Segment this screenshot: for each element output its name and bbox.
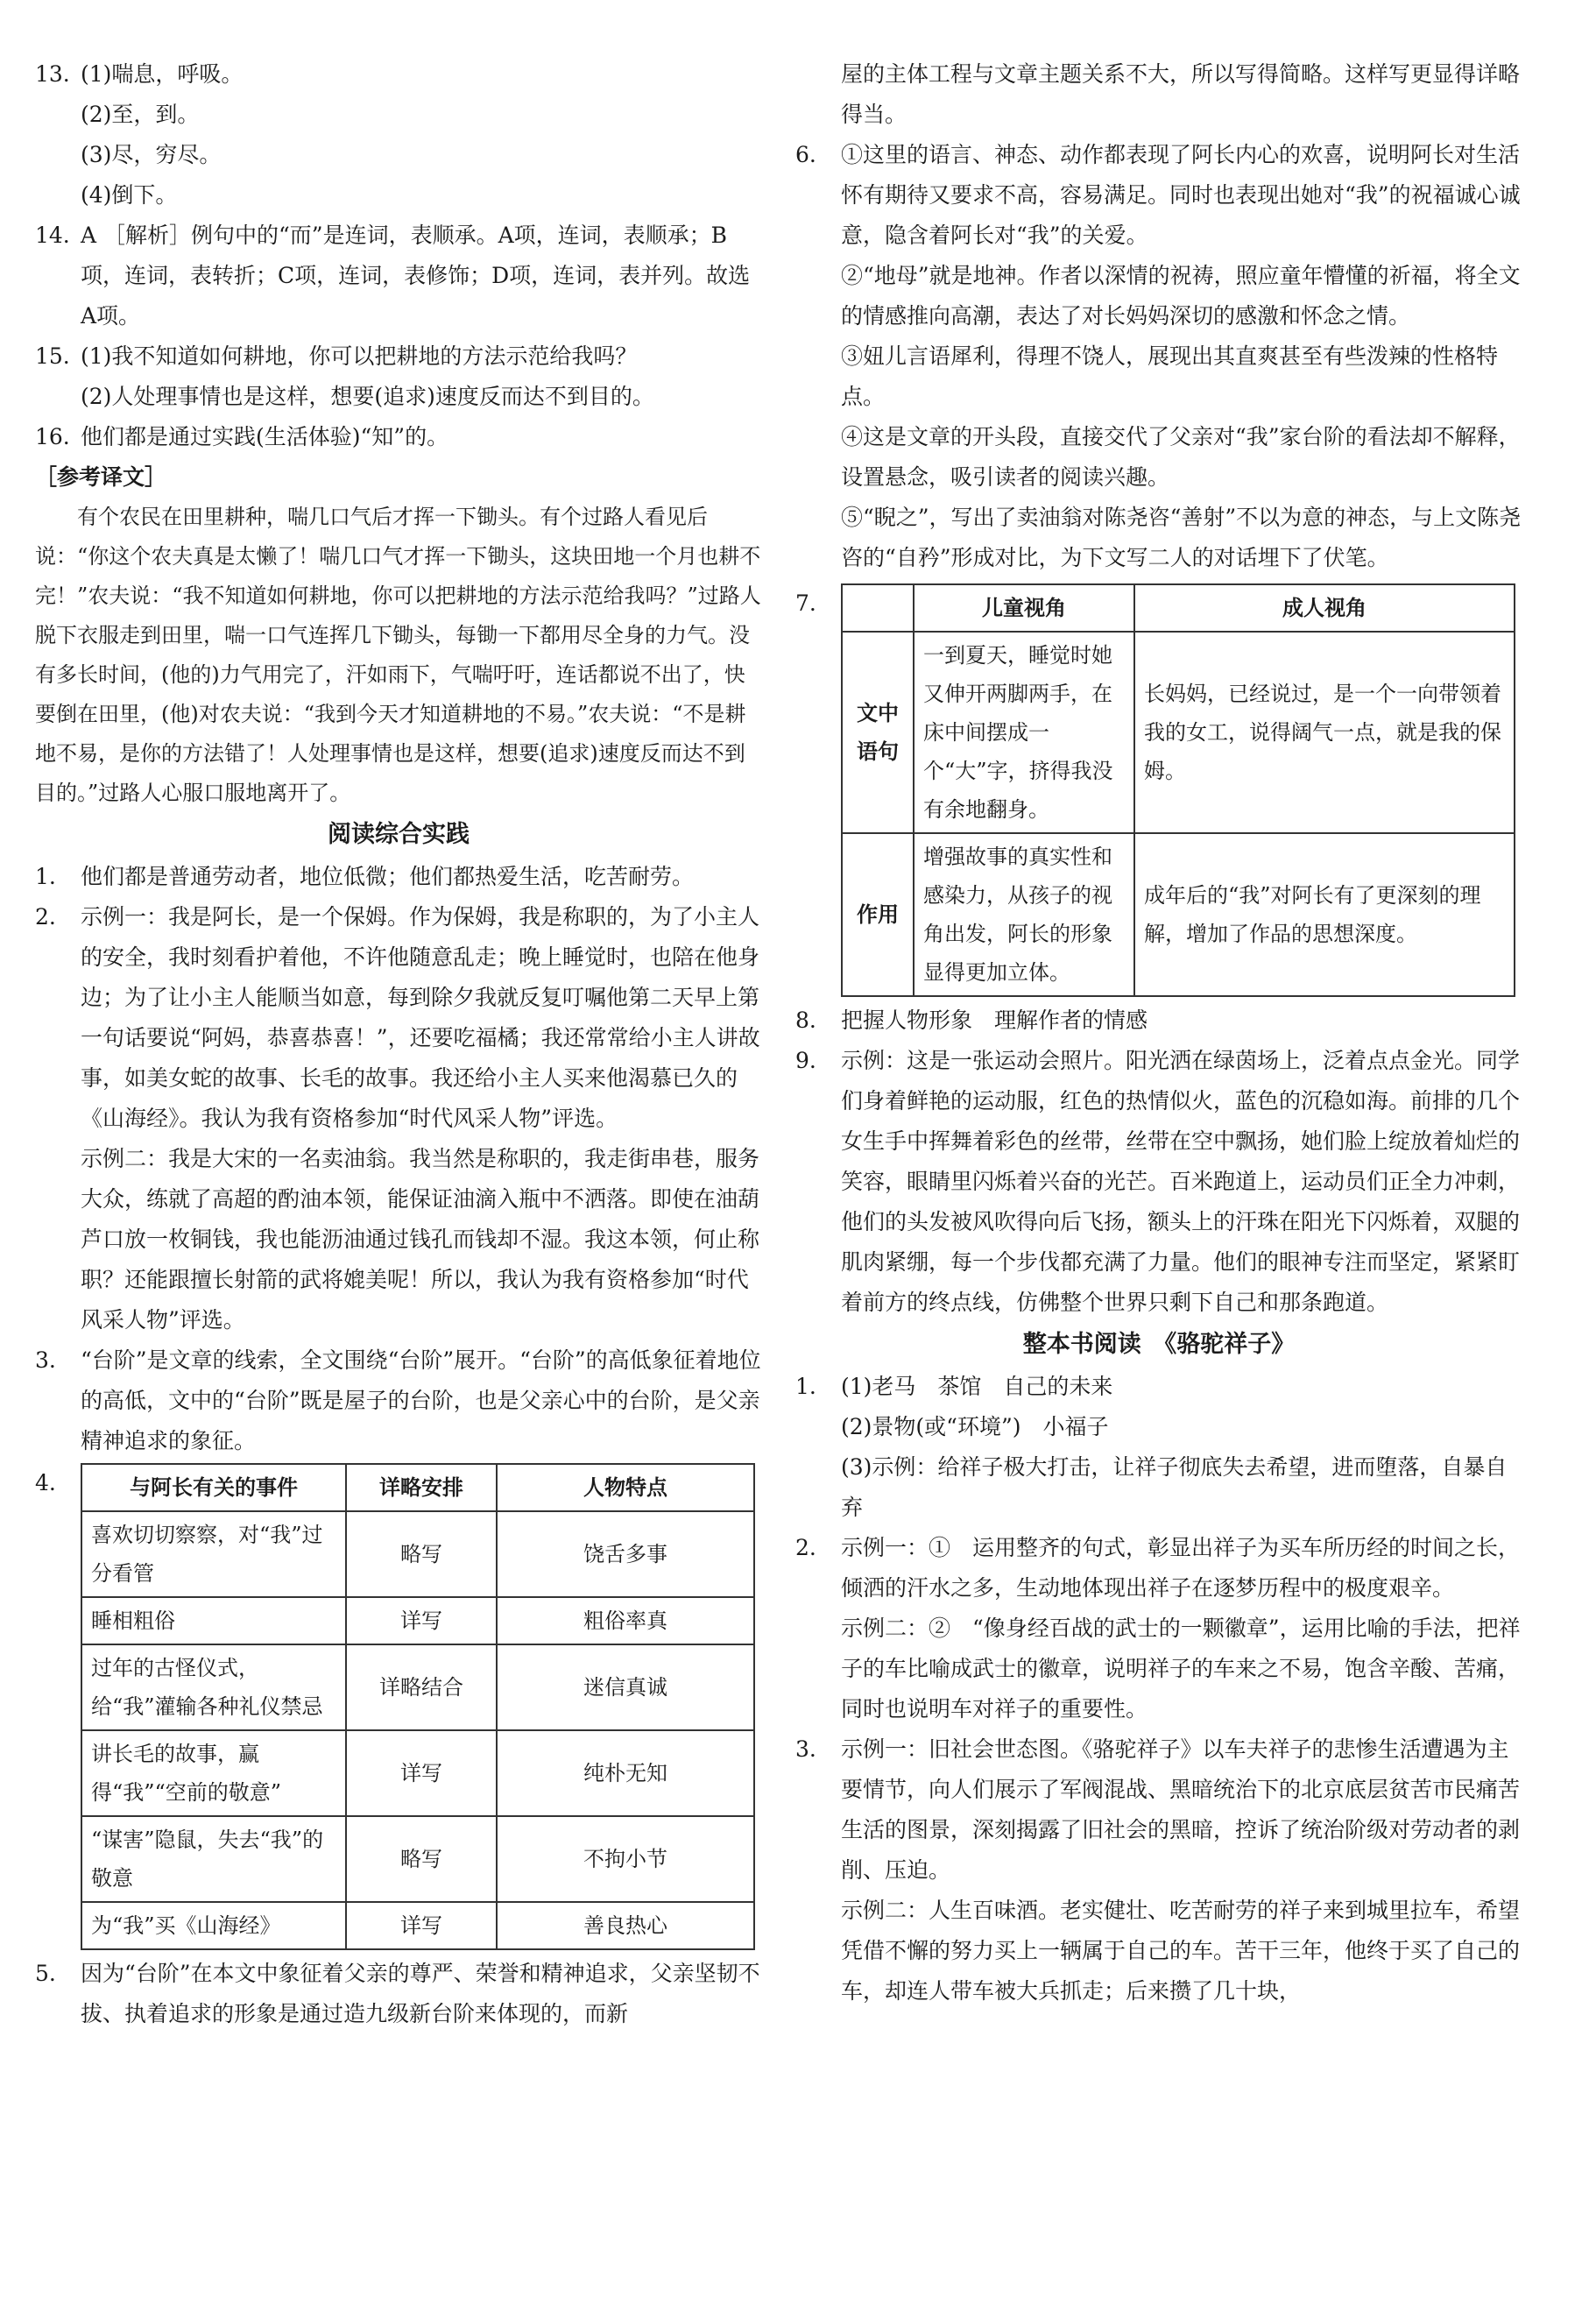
table-header bbox=[842, 584, 914, 632]
table-row-label: 作用 bbox=[842, 833, 914, 996]
answer-text: A ［解析］例句中的“而”是连词，表顺承。A项，连词，表顺承；B项，连词，表转折；C项，连词，表修饰；D项，连词，表并列。故选A项。 bbox=[81, 223, 751, 329]
section-title-whole-book: 整本书阅读 《骆驼祥子》 bbox=[1022, 1331, 1296, 1358]
answer-line: (3)尽，穷尽。 bbox=[81, 142, 222, 167]
table-cell-child: 增强故事的真实性和感染力，从孩子的视角出发，阿长的形象显得更加立体。 bbox=[914, 833, 1134, 996]
answer-r5-continued bbox=[795, 54, 1522, 135]
perspective-table bbox=[841, 583, 1515, 997]
table-header: 与阿长有关的事件 bbox=[81, 1464, 346, 1511]
translation-text: 有个农民在田里耕种，喘几口气后才挥一下锄头。有个过路人看见后说：“你这个农夫真是太懒了！喘几口气才挥一下锄头，这块田地一个月也耕不完！”农夫说：“我不知道如何耕地，你可以把耕地的方法示范给我吗？”过路人脱下衣服走到田里，喘一口气连挥几下锄头，每锄一下都用尽全身的力气。没有多长时间，(他的)力气用完了，汗如雨下，气喘吁吁，连话都说不出了，快要倒在田里，(他)对农夫说：“我到今天才知道耕地的不易。”农夫说：“不是耕地不易，是你的方法错了！人处理事情也是这样，想要(追求)速度反而达不到目的。”过路人心服口服地离开了。 bbox=[35, 505, 761, 805]
answer-number: 14. bbox=[35, 223, 70, 248]
answer-line: (1)我不知道如何耕地，你可以把耕地的方法示范给我吗？ bbox=[81, 343, 638, 369]
answer-13 bbox=[35, 54, 762, 216]
table-cell-adult: 长妈妈，已经说过，是一个一向带领着我的女工，说得阔气一点，就是我的保姆。 bbox=[1134, 632, 1515, 833]
answer-number: 16. bbox=[35, 424, 70, 449]
answer-number: 8. bbox=[795, 1007, 816, 1033]
table-cell-event: “谋害”隐鼠，失去“我”的敬意 bbox=[81, 1816, 346, 1902]
answer-14 bbox=[35, 216, 762, 336]
answer-number: 9. bbox=[795, 1048, 816, 1073]
answer-line: ①这里的语言、神态、动作都表现了阿长内心的欢喜，说明阿长对生活怀有期待又要求不高，容易满足。同时也表现出她对“我”的祝福诚心诚意，隐含着阿长对“我”的关爱。 bbox=[841, 142, 1521, 248]
answer-number: 7. bbox=[795, 590, 816, 616]
answer-r3 bbox=[35, 1340, 762, 1461]
table-cell-arrange: 详写 bbox=[346, 1730, 497, 1816]
answer-example-2: 示例二：② “像身经百战的武士的一颗徽章”，运用比喻的手法，把祥子的车比喻成武士的徽章，说明祥子的车来之不易，饱含辛酸、苦痛，同时也说明车对祥子的重要性。 bbox=[841, 1616, 1521, 1722]
translation-tag: ［参考译文］ bbox=[35, 464, 167, 490]
answer-number: 2. bbox=[795, 1535, 816, 1560]
table-header: 成人视角 bbox=[1134, 584, 1515, 632]
answer-line: ④这是文章的开头段，直接交代了父亲对“我”家台阶的看法却不解释，设置悬念，吸引读者的阅读兴趣。 bbox=[841, 424, 1521, 490]
table-row bbox=[81, 1511, 754, 1597]
answer-example-1: 示例一：① 运用整齐的句式，彰显出祥子为买车所历经的时间之长，倾洒的汗水之多，生动地体现出祥子在逐梦历程中的极度艰辛。 bbox=[841, 1535, 1521, 1601]
answer-b2 bbox=[795, 1528, 1522, 1729]
table-row bbox=[81, 1644, 754, 1730]
answer-r9 bbox=[795, 1041, 1522, 1323]
answer-example-1: 示例一：旧社会世态图。《骆驼祥子》以车夫祥子的悲惨生活遭遇为主要情节，向人们展示了军阀混战、黑暗统治下的北京底层贫苦市民痛苦生活的图景，深刻揭露了旧社会的黑暗，控诉了统治阶级对劳动者的剥削、压迫。 bbox=[841, 1736, 1521, 1883]
answer-b1 bbox=[795, 1367, 1522, 1528]
table-cell-arrange: 详写 bbox=[346, 1597, 497, 1644]
answer-number: 3. bbox=[35, 1347, 56, 1373]
answer-number: 13. bbox=[35, 61, 70, 87]
table-cell-trait: 粗俗率真 bbox=[497, 1597, 754, 1644]
table-row bbox=[842, 833, 1515, 996]
answer-16 bbox=[35, 417, 762, 457]
answer-r8 bbox=[795, 1000, 1522, 1041]
answer-example-2: 示例二：我是大宋的一名卖油翁。我当然是称职的，我走街串巷，服务大众，练就了高超的酌油本领，能保证油滴入瓶中不洒落。即使在油葫芦口放一枚铜钱，我也能沥油通过钱孔而钱却不湿。我这本领，何止称职？还能跟擅长射箭的武将媲美呢！所以，我认为我有资格参加“时代风采人物”评选。 bbox=[81, 1146, 760, 1333]
left-column bbox=[35, 54, 762, 2034]
answer-number: 15. bbox=[35, 343, 70, 369]
answer-text: 示例：这是一张运动会照片。阳光洒在绿茵场上，泛着点点金光。同学们身着鲜艳的运动服，红色的热情似火，蓝色的沉稳如海。前排的几个女生手中挥舞着彩色的丝带，丝带在空中飘扬，她们脸上绽放着灿烂的笑容，眼睛里闪烁着兴奋的光芒。百米跑道上，运动员们正全力冲刺，他们的头发被风吹得向后飞扬，额头上的汗珠在阳光下闪烁着，双腿的肌肉紧绷，每一个步伐都充满了力量。他们的眼神专注而坚定，紧紧盯着前方的终点线，仿佛整个世界只剩下自己和那条跑道。 bbox=[841, 1048, 1521, 1315]
answer-line: (4)倒下。 bbox=[81, 182, 178, 208]
answer-number: 1. bbox=[35, 864, 56, 889]
answer-text: 因为“台阶”在本文中象征着父亲的尊严、荣誉和精神追求，父亲坚韧不拔、执着追求的形象是通过造九级新台阶来体现的，而新 bbox=[81, 1961, 760, 2026]
table-cell-trait: 不拘小节 bbox=[497, 1816, 754, 1902]
answer-15 bbox=[35, 336, 762, 417]
answer-text: 把握人物形象 理解作者的情感 bbox=[841, 1007, 1148, 1033]
answer-line: (3)示例：给祥子极大打击，让祥子彻底失去希望，进而堕落，自暴自弃 bbox=[841, 1454, 1508, 1520]
table-cell-child: 一到夏天，睡觉时她又伸开两脚两手，在床中间摆成一个“大”字，挤得我没有余地翻身。 bbox=[914, 632, 1134, 833]
table-row-label: 文中语句 bbox=[842, 632, 914, 833]
table-cell-trait: 迷信真诚 bbox=[497, 1644, 754, 1730]
table-header: 详略安排 bbox=[346, 1464, 497, 1511]
answer-r6 bbox=[795, 135, 1522, 578]
answer-number: 2. bbox=[35, 904, 56, 930]
answer-text: 屋的主体工程与文章主题关系不大，所以写得简略。这样写更显得详略得当。 bbox=[841, 61, 1521, 127]
table-cell-trait: 饶舌多事 bbox=[497, 1511, 754, 1597]
table-row bbox=[81, 1730, 754, 1816]
table-cell-event: 为“我”买《山海经》 bbox=[81, 1902, 346, 1949]
answer-line: (2)至，到。 bbox=[81, 102, 200, 127]
table-cell-event: 睡相粗俗 bbox=[81, 1597, 346, 1644]
answer-r2 bbox=[35, 897, 762, 1340]
answer-line: (1)老马 茶馆 自己的未来 bbox=[841, 1374, 1113, 1399]
answer-line: (2)人处理事情也是这样，想要(追求)速度反而达不到目的。 bbox=[81, 384, 654, 409]
answer-text: “台阶”是文章的线索，全文围绕“台阶”展开。“台阶”的高低象征着地位的高低，文中的“台阶”既是屋子的台阶，也是父亲心中的台阶，是父亲精神追求的象征。 bbox=[81, 1347, 761, 1453]
table-cell-event: 讲长毛的故事，赢得“我”“空前的敬意” bbox=[81, 1730, 346, 1816]
answer-number: 6. bbox=[795, 142, 816, 167]
table-row bbox=[81, 1597, 754, 1644]
table-cell-event: 喜欢切切察察，对“我”过分看管 bbox=[81, 1511, 346, 1597]
right-column bbox=[795, 54, 1522, 2011]
section-title-reading-practice: 阅读综合实践 bbox=[328, 821, 470, 848]
answer-line: ②“地母”就是地神。作者以深情的祝祷，照应童年懵懂的祈福，将全文的情感推向高潮，表达了对长妈妈深切的感激和怀念之情。 bbox=[841, 263, 1521, 329]
table-cell-trait: 纯朴无知 bbox=[497, 1730, 754, 1816]
table-cell-arrange: 略写 bbox=[346, 1511, 497, 1597]
table-row bbox=[842, 632, 1515, 833]
table-cell-adult: 成年后的“我”对阿长有了更深刻的理解，增加了作品的思想深度。 bbox=[1134, 833, 1515, 996]
table-header-row bbox=[81, 1464, 754, 1511]
answer-line: ③妞儿言语犀利，得理不饶人，展现出其直爽甚至有些泼辣的性格特点。 bbox=[841, 343, 1499, 409]
answer-number: 1. bbox=[795, 1374, 816, 1399]
table-cell-arrange: 详写 bbox=[346, 1902, 497, 1949]
answer-number: 4. bbox=[35, 1470, 56, 1495]
table-header: 儿童视角 bbox=[914, 584, 1134, 632]
answer-line: (1)喘息，呼吸。 bbox=[81, 61, 244, 87]
table-cell-arrange: 略写 bbox=[346, 1816, 497, 1902]
answer-example-1: 示例一：我是阿长，是一个保姆。作为保姆，我是称职的，为了小主人的安全，我时刻看护着他，不许他随意乱走；晚上睡觉时，也陪在他身边；为了让小主人能顺当如意，每到除夕我就反复叮嘱他第二天早上第一句话要说“阿妈，恭喜恭喜！”，还要吃福橘；我还常常给小主人讲故事，如美女蛇的故事、长毛的故事。我还给小主人买来他渴慕已久的《山海经》。我认为我有资格参加“时代风采人物”评选。 bbox=[81, 904, 760, 1131]
answer-r7 bbox=[795, 583, 1522, 997]
along-events-table bbox=[81, 1463, 755, 1950]
table-row bbox=[81, 1816, 754, 1902]
table-row bbox=[81, 1902, 754, 1949]
answer-number: 5. bbox=[35, 1961, 56, 1986]
answer-r1 bbox=[35, 857, 762, 897]
answer-text: 他们都是通过实践(生活体验)“知”的。 bbox=[81, 424, 449, 449]
table-header-row bbox=[842, 584, 1515, 632]
answer-text: 他们都是普通劳动者，地位低微；他们都热爱生活，吃苦耐劳。 bbox=[81, 864, 695, 889]
table-header: 人物特点 bbox=[497, 1464, 754, 1511]
table-cell-event: 过年的古怪仪式，给“我”灌输各种礼仪禁忌 bbox=[81, 1644, 346, 1730]
answer-b3 bbox=[795, 1729, 1522, 2011]
answer-r5 bbox=[35, 1954, 762, 2034]
answer-number: 3. bbox=[795, 1736, 816, 1762]
table-cell-trait: 善良热心 bbox=[497, 1902, 754, 1949]
answer-example-2: 示例二：人生百味酒。老实健壮、吃苦耐劳的祥子来到城里拉车，希望凭借不懈的努力买上一辆属于自己的车。苦干三年，他终于买了自己的车，却连人带车被大兵抓走；后来攒了几十块， bbox=[841, 1898, 1521, 2004]
answer-line: ⑤“睨之”，写出了卖油翁对陈尧咨“善射”不以为意的神态，与上文陈尧咨的“自矜”形成对比，为下文写二人的对话埋下了伏笔。 bbox=[841, 505, 1522, 570]
answer-r4 bbox=[35, 1463, 762, 1950]
answer-line: (2)景物(或“环境”) 小福子 bbox=[841, 1414, 1109, 1439]
table-cell-arrange: 详略结合 bbox=[346, 1644, 497, 1730]
